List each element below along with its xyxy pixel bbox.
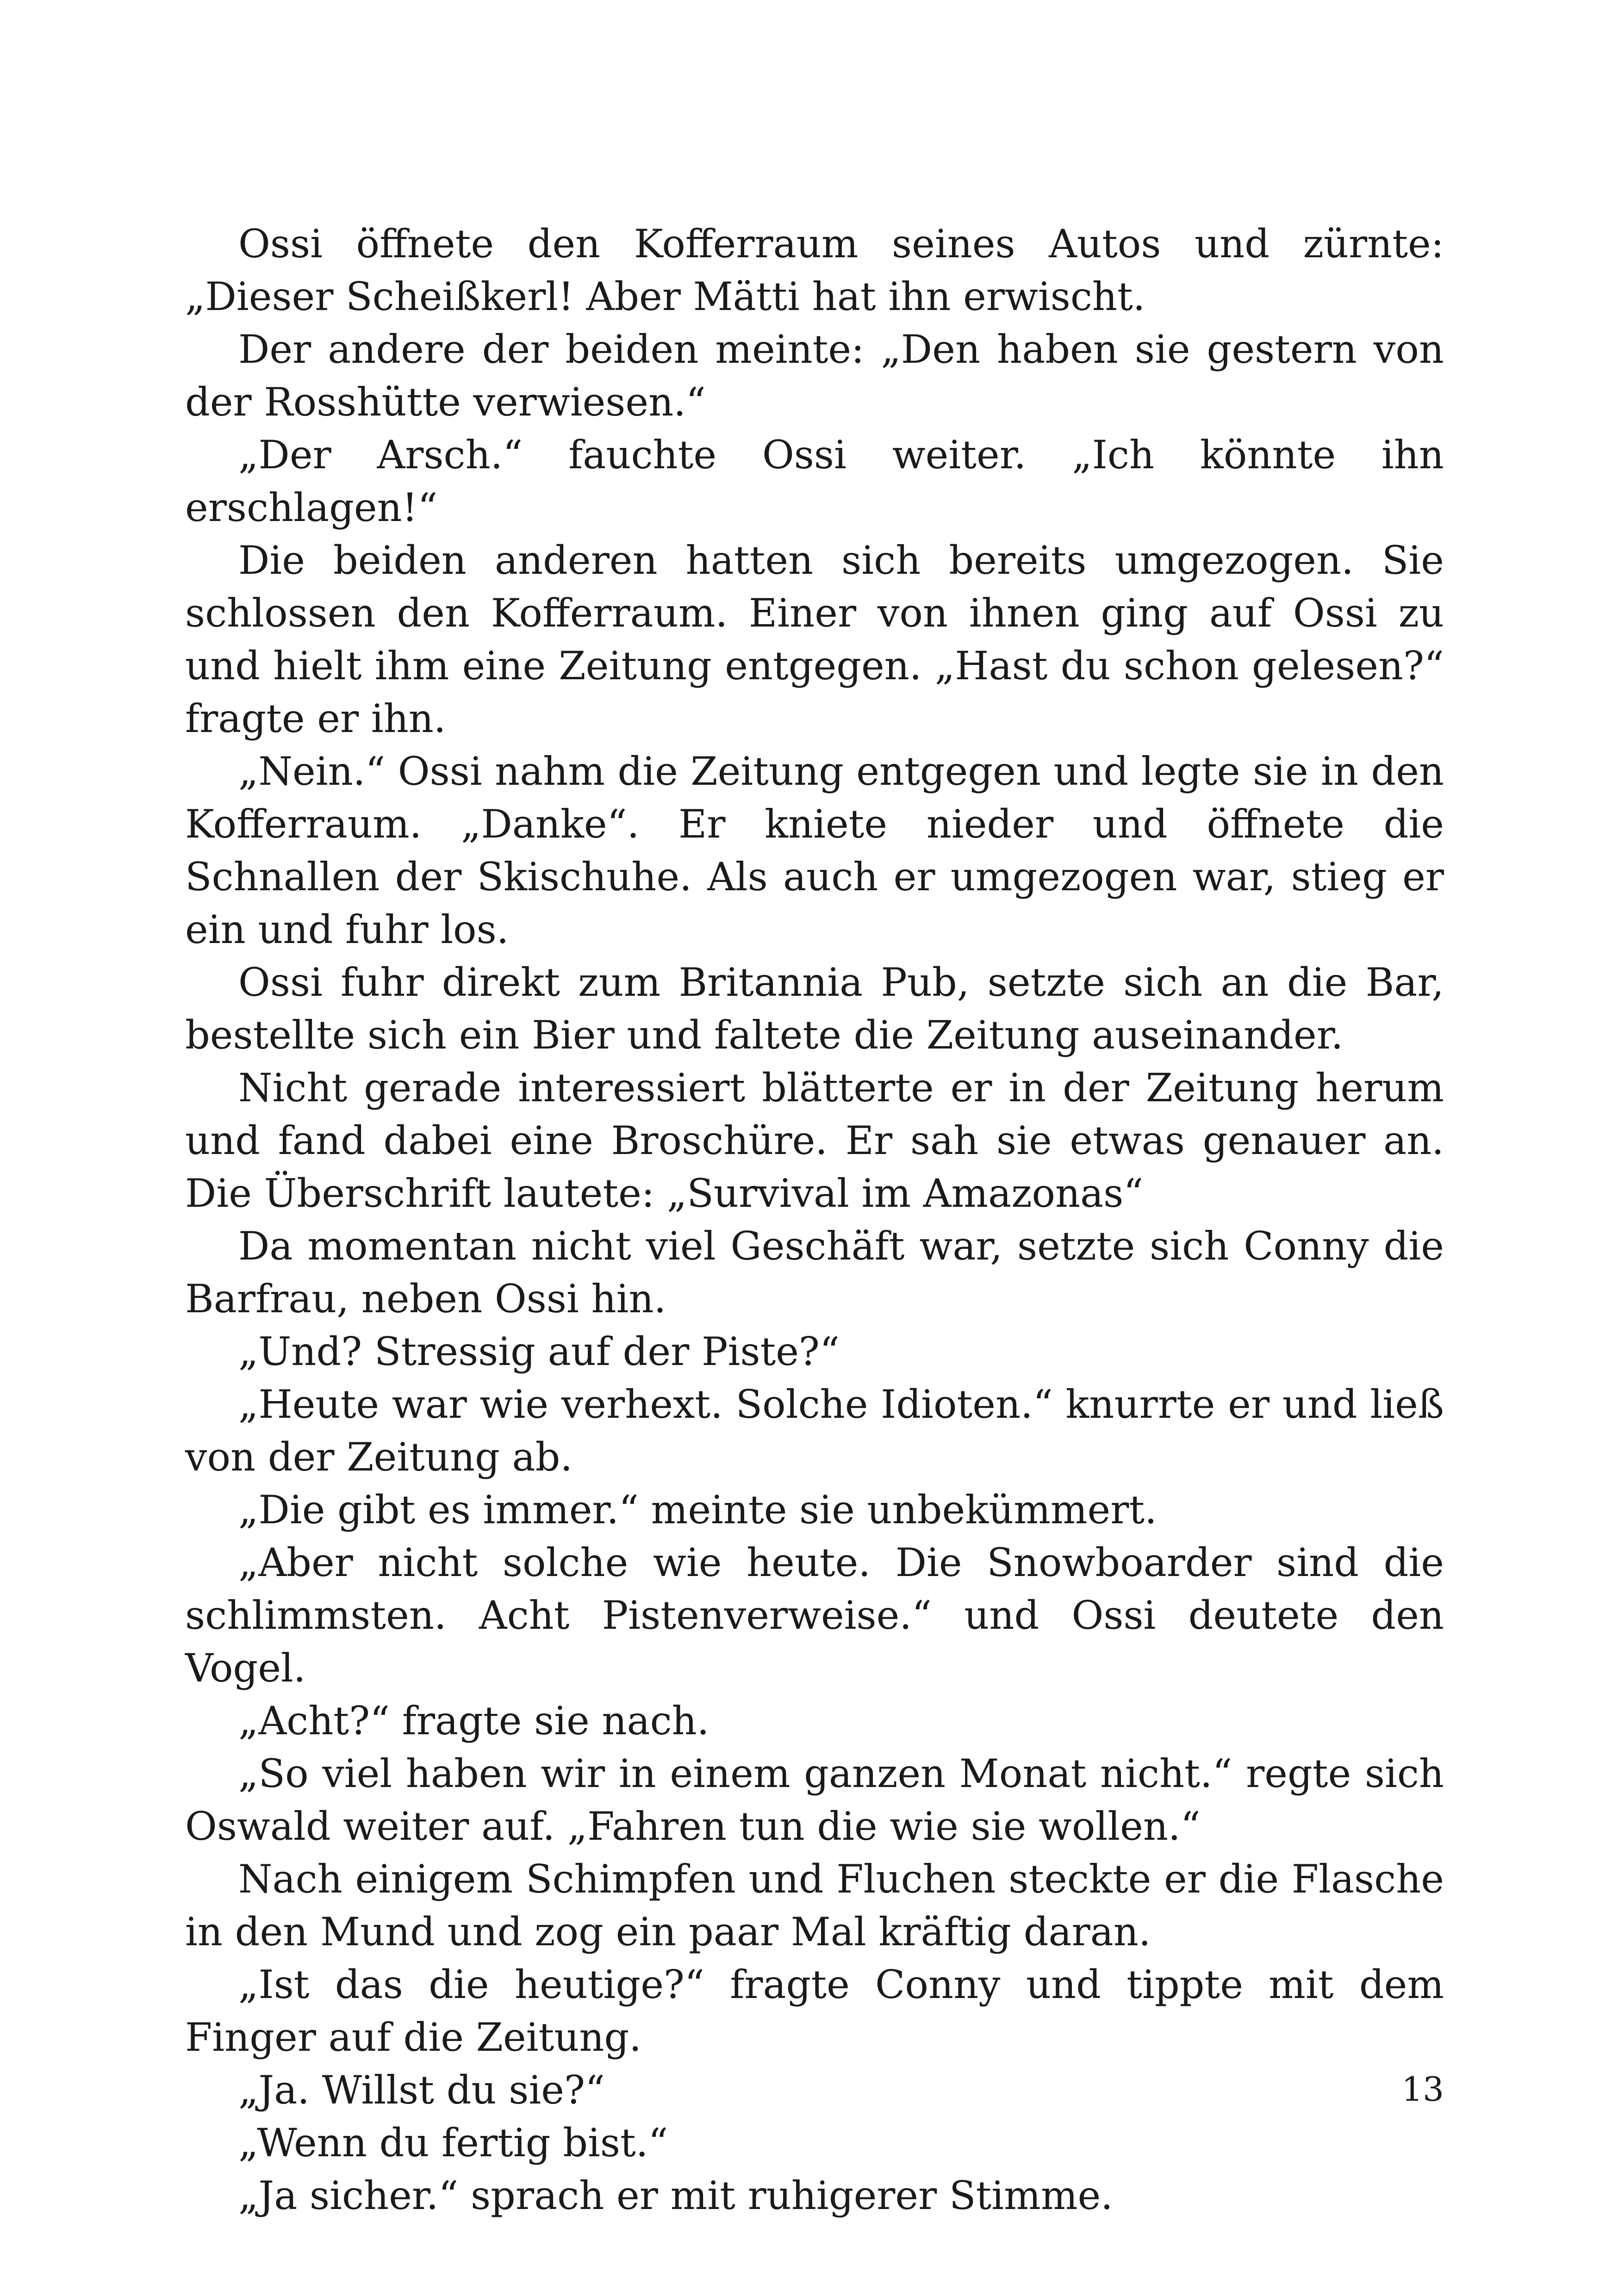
paragraph: „Wenn du fertig bist.“ xyxy=(238,2120,668,2166)
paragraph: Der andere der beiden meinte: „Den haben sie gestern von der Rosshütte verwiesen.“ xyxy=(185,327,1444,425)
body-text xyxy=(185,217,1444,2222)
paragraph: Nach einigem Schimpfen und Fluchen steckte er die Flasche in den Mund und zog ein paar Mal kräftig daran. xyxy=(185,1856,1444,1955)
paragraph: „Aber nicht solche wie heute. Die Snowboarder sind die schlimmsten. Acht Pistenverweise.“ und Ossi deutete den Vogel. xyxy=(185,1540,1444,1691)
page-number: 13 xyxy=(1401,2070,1444,2109)
paragraph: „Acht?“ fragte sie nach. xyxy=(238,1698,709,1744)
paragraph: Die beiden anderen hatten sich bereits umgezogen. Sie schlossen den Kofferraum. Einer von ihnen ging auf Ossi zu und hielt ihm eine Zeitung entgegen. „Hast du schon gelesen?“ fragte er ihn. xyxy=(185,538,1444,741)
paragraph: „Und? Stressig auf der Piste?“ xyxy=(238,1329,840,1374)
paragraph: „Heute war wie verhext. Solche Idioten.“ knurrte er und ließ von der Zeitung ab. xyxy=(185,1382,1444,1480)
paragraph: Ossi fuhr direkt zum Britannia Pub, setzte sich an die Bar, bestellte sich ein Bier und faltete die Zeitung auseinander. xyxy=(185,960,1444,1058)
paragraph: „Die gibt es immer.“ meinte sie unbekümmert. xyxy=(238,1487,1157,1533)
paragraph: „Ist das die heutige?“ fragte Conny und tippte mit dem Finger auf die Zeitung. xyxy=(185,1962,1444,2060)
paragraph: „Nein.“ Ossi nahm die Zeitung entgegen und legte sie in den Kofferraum. „Danke“. Er kniete nieder und öffnete die Schnallen der Skischuhe. Als auch er umgezogen war, stieg er ein und fuhr los. xyxy=(185,749,1444,952)
paragraph: „Ja sicher.“ sprach er mit ruhigerer Stimme. xyxy=(238,2173,1113,2218)
paragraph: „So viel haben wir in einem ganzen Monat nicht.“ regte sich Oswald weiter auf. „Fahren tun die wie sie wollen.“ xyxy=(185,1751,1444,1849)
paragraph: „Ja. Willst du sie?“ xyxy=(238,2067,605,2113)
paragraph: Ossi öffnete den Kofferraum seines Autos und zürnte: „Dieser Scheißkerl! Aber Mätti hat ihn erwischt. xyxy=(185,221,1444,319)
paragraph: „Der Arsch.“ fauchte Ossi weiter. „Ich könnte ihn erschlagen!“ xyxy=(185,432,1444,530)
paragraph: Nicht gerade interessiert blätterte er in der Zeitung herum und fand dabei eine Broschüre. Er sah sie etwas genauer an. Die Überschrift lautete: „Survival im Amazonas“ xyxy=(185,1065,1444,1216)
paragraph: Da momentan nicht viel Geschäft war, setzte sich Conny die Barfrau, neben Ossi hin. xyxy=(185,1223,1444,1322)
